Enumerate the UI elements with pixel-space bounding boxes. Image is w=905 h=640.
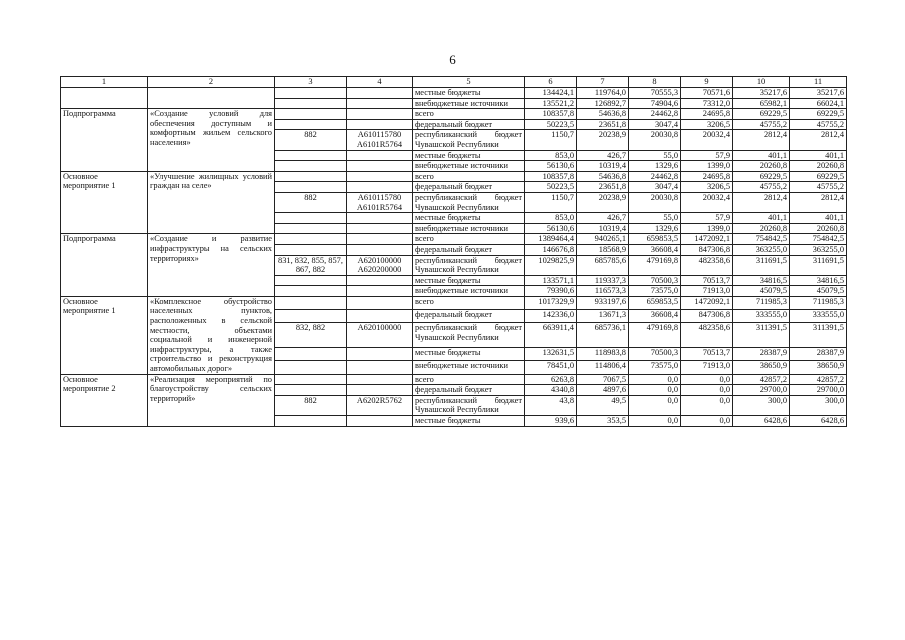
grbs-code-cell — [275, 109, 347, 120]
amount-cell: 45079,5 — [790, 286, 847, 297]
amount-cell: 24695,8 — [681, 109, 733, 120]
column-header: 5 — [413, 77, 525, 88]
amount-cell: 29700,0 — [790, 385, 847, 396]
amount-cell: 20260,8 — [790, 223, 847, 234]
amount-cell: 69229,5 — [790, 109, 847, 120]
funding-source-cell: республиканский бюджет Чувашской Республики — [413, 323, 525, 348]
budget-code-cell: А620100000 А620200000 — [347, 255, 413, 275]
table-row — [61, 296, 847, 309]
amount-cell: 685785,6 — [577, 255, 629, 275]
grbs-code-cell — [275, 348, 347, 361]
column-header: 2 — [148, 77, 275, 88]
funding-source-cell: внебюджетные источники — [413, 98, 525, 109]
amount-cell: 70500,3 — [629, 275, 681, 286]
budget-code-cell: А610115780 А6101R5764 — [347, 130, 413, 150]
amount-cell: 711985,3 — [733, 296, 790, 309]
budget-code-cell — [347, 385, 413, 396]
amount-cell: 1017329,9 — [525, 296, 577, 309]
amount-cell: 65982,1 — [733, 98, 790, 109]
amount-cell: 36608,4 — [629, 310, 681, 323]
amount-cell: 28387,9 — [733, 348, 790, 361]
budget-code-cell — [347, 213, 413, 224]
grbs-code-cell — [275, 98, 347, 109]
budget-code-cell — [347, 171, 413, 182]
grbs-code-cell: 882 — [275, 192, 347, 212]
budget-code-cell — [347, 161, 413, 172]
amount-cell: 1329,6 — [629, 161, 681, 172]
amount-cell: 108357,8 — [525, 109, 577, 120]
grbs-code-cell — [275, 244, 347, 255]
amount-cell: 133571,1 — [525, 275, 577, 286]
amount-cell: 56130,6 — [525, 223, 577, 234]
program-name-cell: «Создание условий для обеспечения доступным и комфортным жильем сельского населения» — [148, 109, 275, 172]
amount-cell: 66024,1 — [790, 98, 847, 109]
amount-cell: 685736,1 — [577, 323, 629, 348]
amount-cell: 20032,4 — [681, 130, 733, 150]
amount-cell: 38650,9 — [790, 361, 847, 374]
grbs-code-cell: 831, 832, 855, 857, 867, 882 — [275, 255, 347, 275]
grbs-code-cell — [275, 171, 347, 182]
amount-cell: 1029825,9 — [525, 255, 577, 275]
column-header: 6 — [525, 77, 577, 88]
amount-cell: 142336,0 — [525, 310, 577, 323]
amount-cell: 69229,5 — [733, 109, 790, 120]
amount-cell: 3206,5 — [681, 182, 733, 193]
amount-cell: 663911,4 — [525, 323, 577, 348]
amount-cell: 333555,0 — [790, 310, 847, 323]
funding-source-cell: всего — [413, 296, 525, 309]
grbs-code-cell — [275, 150, 347, 161]
amount-cell: 853,0 — [525, 213, 577, 224]
budget-code-cell — [347, 348, 413, 361]
program-name-cell: «Комплексное обустройство населенных пунктов, расположенных в сельской местности, объектами социальной и инженерной инфраструктуры, а также строительство и реконструкция автомобильных дорог» — [148, 296, 275, 374]
amount-cell: 73575,0 — [629, 286, 681, 297]
amount-cell: 939,6 — [525, 416, 577, 427]
amount-cell: 28387,9 — [790, 348, 847, 361]
amount-cell: 54636,8 — [577, 171, 629, 182]
amount-cell: 43,8 — [525, 395, 577, 415]
amount-cell: 333555,0 — [733, 310, 790, 323]
program-name-cell: «Реализация мероприятий по благоустройству сельских территорий» — [148, 374, 275, 426]
amount-cell: 1399,0 — [681, 223, 733, 234]
funding-source-cell: всего — [413, 234, 525, 245]
funding-source-cell: внебюджетные источники — [413, 361, 525, 374]
amount-cell: 45079,5 — [733, 286, 790, 297]
grbs-code-cell — [275, 275, 347, 286]
amount-cell: 119764,0 — [577, 88, 629, 99]
funding-source-cell: федеральный бюджет — [413, 119, 525, 130]
amount-cell: 847306,8 — [681, 310, 733, 323]
budget-code-cell — [347, 119, 413, 130]
amount-cell: 0,0 — [629, 416, 681, 427]
amount-cell: 35217,6 — [790, 88, 847, 99]
amount-cell: 20260,8 — [733, 161, 790, 172]
budget-code-cell — [347, 374, 413, 385]
budget-code-cell — [347, 244, 413, 255]
grbs-code-cell — [275, 385, 347, 396]
budget-code-cell — [347, 310, 413, 323]
amount-cell: 49,5 — [577, 395, 629, 415]
grbs-code-cell — [275, 234, 347, 245]
amount-cell: 45755,2 — [733, 119, 790, 130]
amount-cell: 29700,0 — [733, 385, 790, 396]
amount-cell: 933197,6 — [577, 296, 629, 309]
funding-source-cell: республиканский бюджет Чувашской Республики — [413, 192, 525, 212]
amount-cell: 1472092,1 — [681, 296, 733, 309]
amount-cell: 311691,5 — [733, 255, 790, 275]
budget-code-cell — [347, 275, 413, 286]
amount-cell: 0,0 — [629, 374, 681, 385]
amount-cell: 38650,9 — [733, 361, 790, 374]
grbs-code-cell — [275, 361, 347, 374]
amount-cell: 118983,8 — [577, 348, 629, 361]
amount-cell: 479169,8 — [629, 323, 681, 348]
budget-code-cell — [347, 88, 413, 99]
funding-source-cell: республиканский бюджет Чувашской Республики — [413, 255, 525, 275]
amount-cell: 363255,0 — [790, 244, 847, 255]
header-row — [61, 77, 847, 88]
amount-cell: 70513,7 — [681, 348, 733, 361]
amount-cell: 116573,3 — [577, 286, 629, 297]
amount-cell: 119337,3 — [577, 275, 629, 286]
amount-cell: 74904,6 — [629, 98, 681, 109]
table-row — [61, 234, 847, 245]
funding-source-cell: внебюджетные источники — [413, 161, 525, 172]
amount-cell: 13671,3 — [577, 310, 629, 323]
amount-cell: 4897,6 — [577, 385, 629, 396]
table-row — [61, 374, 847, 385]
funding-source-cell: республиканский бюджет Чувашской Республики — [413, 395, 525, 415]
program-type-cell: Основное мероприятие 2 — [61, 374, 148, 426]
funding-source-cell: местные бюджеты — [413, 348, 525, 361]
amount-cell: 69229,5 — [733, 171, 790, 182]
amount-cell: 482358,6 — [681, 255, 733, 275]
amount-cell: 135521,2 — [525, 98, 577, 109]
amount-cell: 34816,5 — [733, 275, 790, 286]
amount-cell: 45755,2 — [733, 182, 790, 193]
budget-code-cell — [347, 234, 413, 245]
amount-cell: 482358,6 — [681, 323, 733, 348]
column-header: 1 — [61, 77, 148, 88]
program-type-cell: Основное мероприятие 1 — [61, 296, 148, 374]
amount-cell: 659853,5 — [629, 234, 681, 245]
table-body — [61, 88, 847, 427]
amount-cell: 940265,1 — [577, 234, 629, 245]
program-type-cell: Подпрограмма — [61, 234, 148, 297]
amount-cell: 114806,4 — [577, 361, 629, 374]
amount-cell: 70571,6 — [681, 88, 733, 99]
amount-cell: 54636,8 — [577, 109, 629, 120]
amount-cell: 0,0 — [629, 385, 681, 396]
amount-cell: 24462,8 — [629, 171, 681, 182]
grbs-code-cell — [275, 296, 347, 309]
program-name-cell: «Улучшение жилищных условий граждан на селе» — [148, 171, 275, 234]
grbs-code-cell — [275, 213, 347, 224]
amount-cell: 57,9 — [681, 150, 733, 161]
funding-source-cell: федеральный бюджет — [413, 182, 525, 193]
amount-cell: 1150,7 — [525, 192, 577, 212]
program-name-cell: «Создание и развитие инфраструктуры на сельских территориях» — [148, 234, 275, 297]
amount-cell: 2812,4 — [790, 192, 847, 212]
grbs-code-cell: 832, 882 — [275, 323, 347, 348]
amount-cell: 45755,2 — [790, 119, 847, 130]
grbs-code-cell — [275, 88, 347, 99]
amount-cell: 7067,5 — [577, 374, 629, 385]
amount-cell: 754842,5 — [733, 234, 790, 245]
amount-cell: 20238,9 — [577, 130, 629, 150]
amount-cell: 6428,6 — [790, 416, 847, 427]
amount-cell: 24462,8 — [629, 109, 681, 120]
program-name-cell — [148, 88, 275, 109]
funding-source-cell: федеральный бюджет — [413, 244, 525, 255]
amount-cell: 20260,8 — [790, 161, 847, 172]
amount-cell: 847306,8 — [681, 244, 733, 255]
budget-code-cell — [347, 286, 413, 297]
budget-code-cell — [347, 150, 413, 161]
amount-cell: 3047,4 — [629, 119, 681, 130]
amount-cell: 311391,5 — [790, 323, 847, 348]
amount-cell: 56130,6 — [525, 161, 577, 172]
funding-source-cell: местные бюджеты — [413, 275, 525, 286]
amount-cell: 70500,3 — [629, 348, 681, 361]
amount-cell: 363255,0 — [733, 244, 790, 255]
budget-code-cell — [347, 416, 413, 427]
budget-code-cell: А620100000 — [347, 323, 413, 348]
amount-cell: 34816,5 — [790, 275, 847, 286]
amount-cell: 132631,5 — [525, 348, 577, 361]
amount-cell: 73312,0 — [681, 98, 733, 109]
funding-source-cell: внебюджетные источники — [413, 286, 525, 297]
amount-cell: 300,0 — [790, 395, 847, 415]
amount-cell: 311691,5 — [790, 255, 847, 275]
amount-cell: 0,0 — [681, 385, 733, 396]
funding-source-cell: федеральный бюджет — [413, 310, 525, 323]
budget-code-cell — [347, 109, 413, 120]
budget-code-cell — [347, 98, 413, 109]
amount-cell: 426,7 — [577, 213, 629, 224]
amount-cell: 300,0 — [733, 395, 790, 415]
amount-cell: 57,9 — [681, 213, 733, 224]
grbs-code-cell — [275, 161, 347, 172]
amount-cell: 401,1 — [733, 150, 790, 161]
amount-cell: 134424,1 — [525, 88, 577, 99]
amount-cell: 50223,5 — [525, 182, 577, 193]
amount-cell: 6428,6 — [733, 416, 790, 427]
table-row — [61, 109, 847, 120]
amount-cell: 146676,8 — [525, 244, 577, 255]
table-row — [61, 88, 847, 99]
amount-cell: 70555,3 — [629, 88, 681, 99]
funding-source-cell: местные бюджеты — [413, 213, 525, 224]
column-header: 9 — [681, 77, 733, 88]
funding-source-cell: республиканский бюджет Чувашской Республики — [413, 130, 525, 150]
amount-cell: 35217,6 — [733, 88, 790, 99]
amount-cell: 1329,6 — [629, 223, 681, 234]
grbs-code-cell — [275, 374, 347, 385]
program-type-cell: Подпрограмма — [61, 109, 148, 172]
amount-cell: 42857,2 — [733, 374, 790, 385]
budget-code-cell — [347, 182, 413, 193]
amount-cell: 6263,8 — [525, 374, 577, 385]
amount-cell: 426,7 — [577, 150, 629, 161]
amount-cell: 20032,4 — [681, 192, 733, 212]
amount-cell: 401,1 — [790, 150, 847, 161]
amount-cell: 45755,2 — [790, 182, 847, 193]
column-header: 11 — [790, 77, 847, 88]
budget-code-cell: А610115780 А6101R5764 — [347, 192, 413, 212]
funding-source-cell: всего — [413, 171, 525, 182]
amount-cell: 36608,4 — [629, 244, 681, 255]
amount-cell: 108357,8 — [525, 171, 577, 182]
amount-cell: 711985,3 — [790, 296, 847, 309]
amount-cell: 20238,9 — [577, 192, 629, 212]
amount-cell: 401,1 — [790, 213, 847, 224]
amount-cell: 1472092,1 — [681, 234, 733, 245]
column-header: 3 — [275, 77, 347, 88]
amount-cell: 55,0 — [629, 213, 681, 224]
amount-cell: 479169,8 — [629, 255, 681, 275]
page-number: 6 — [449, 52, 456, 67]
grbs-code-cell: 882 — [275, 395, 347, 415]
amount-cell: 20030,8 — [629, 130, 681, 150]
amount-cell: 3206,5 — [681, 119, 733, 130]
amount-cell: 79390,6 — [525, 286, 577, 297]
grbs-code-cell: 882 — [275, 130, 347, 150]
amount-cell: 1389464,4 — [525, 234, 577, 245]
amount-cell: 20260,8 — [733, 223, 790, 234]
amount-cell: 50223,5 — [525, 119, 577, 130]
amount-cell: 70513,7 — [681, 275, 733, 286]
grbs-code-cell — [275, 416, 347, 427]
column-header: 4 — [347, 77, 413, 88]
column-header: 10 — [733, 77, 790, 88]
amount-cell: 71913,0 — [681, 286, 733, 297]
funding-source-cell: всего — [413, 374, 525, 385]
amount-cell: 311391,5 — [733, 323, 790, 348]
amount-cell: 78451,0 — [525, 361, 577, 374]
funding-source-cell: внебюджетные источники — [413, 223, 525, 234]
amount-cell: 20030,8 — [629, 192, 681, 212]
amount-cell: 853,0 — [525, 150, 577, 161]
amount-cell: 1399,0 — [681, 161, 733, 172]
column-header: 7 — [577, 77, 629, 88]
funding-source-cell: местные бюджеты — [413, 88, 525, 99]
budget-code-cell — [347, 223, 413, 234]
amount-cell: 659853,5 — [629, 296, 681, 309]
grbs-code-cell — [275, 223, 347, 234]
amount-cell: 353,5 — [577, 416, 629, 427]
grbs-code-cell — [275, 182, 347, 193]
amount-cell: 2812,4 — [733, 130, 790, 150]
amount-cell: 0,0 — [681, 395, 733, 415]
amount-cell: 754842,5 — [790, 234, 847, 245]
amount-cell: 126892,7 — [577, 98, 629, 109]
grbs-code-cell — [275, 286, 347, 297]
program-type-cell: Основное мероприятие 1 — [61, 171, 148, 234]
amount-cell: 401,1 — [733, 213, 790, 224]
grbs-code-cell — [275, 310, 347, 323]
amount-cell: 73575,0 — [629, 361, 681, 374]
amount-cell: 23651,8 — [577, 182, 629, 193]
budget-table — [60, 76, 847, 427]
amount-cell: 4340,8 — [525, 385, 577, 396]
amount-cell: 55,0 — [629, 150, 681, 161]
amount-cell: 71913,0 — [681, 361, 733, 374]
amount-cell: 23651,8 — [577, 119, 629, 130]
grbs-code-cell — [275, 119, 347, 130]
amount-cell: 69229,5 — [790, 171, 847, 182]
amount-cell: 2812,4 — [790, 130, 847, 150]
funding-source-cell: местные бюджеты — [413, 416, 525, 427]
budget-code-cell: А6202R5762 — [347, 395, 413, 415]
program-type-cell — [61, 88, 148, 109]
amount-cell: 0,0 — [681, 374, 733, 385]
amount-cell: 3047,4 — [629, 182, 681, 193]
amount-cell: 0,0 — [629, 395, 681, 415]
amount-cell: 0,0 — [681, 416, 733, 427]
amount-cell: 10319,4 — [577, 161, 629, 172]
funding-source-cell: всего — [413, 109, 525, 120]
column-header: 8 — [629, 77, 681, 88]
funding-source-cell: федеральный бюджет — [413, 385, 525, 396]
table-row — [61, 171, 847, 182]
amount-cell: 2812,4 — [733, 192, 790, 212]
amount-cell: 1150,7 — [525, 130, 577, 150]
budget-code-cell — [347, 361, 413, 374]
amount-cell: 18568,9 — [577, 244, 629, 255]
funding-source-cell: местные бюджеты — [413, 150, 525, 161]
amount-cell: 42857,2 — [790, 374, 847, 385]
budget-code-cell — [347, 296, 413, 309]
amount-cell: 24695,8 — [681, 171, 733, 182]
amount-cell: 10319,4 — [577, 223, 629, 234]
